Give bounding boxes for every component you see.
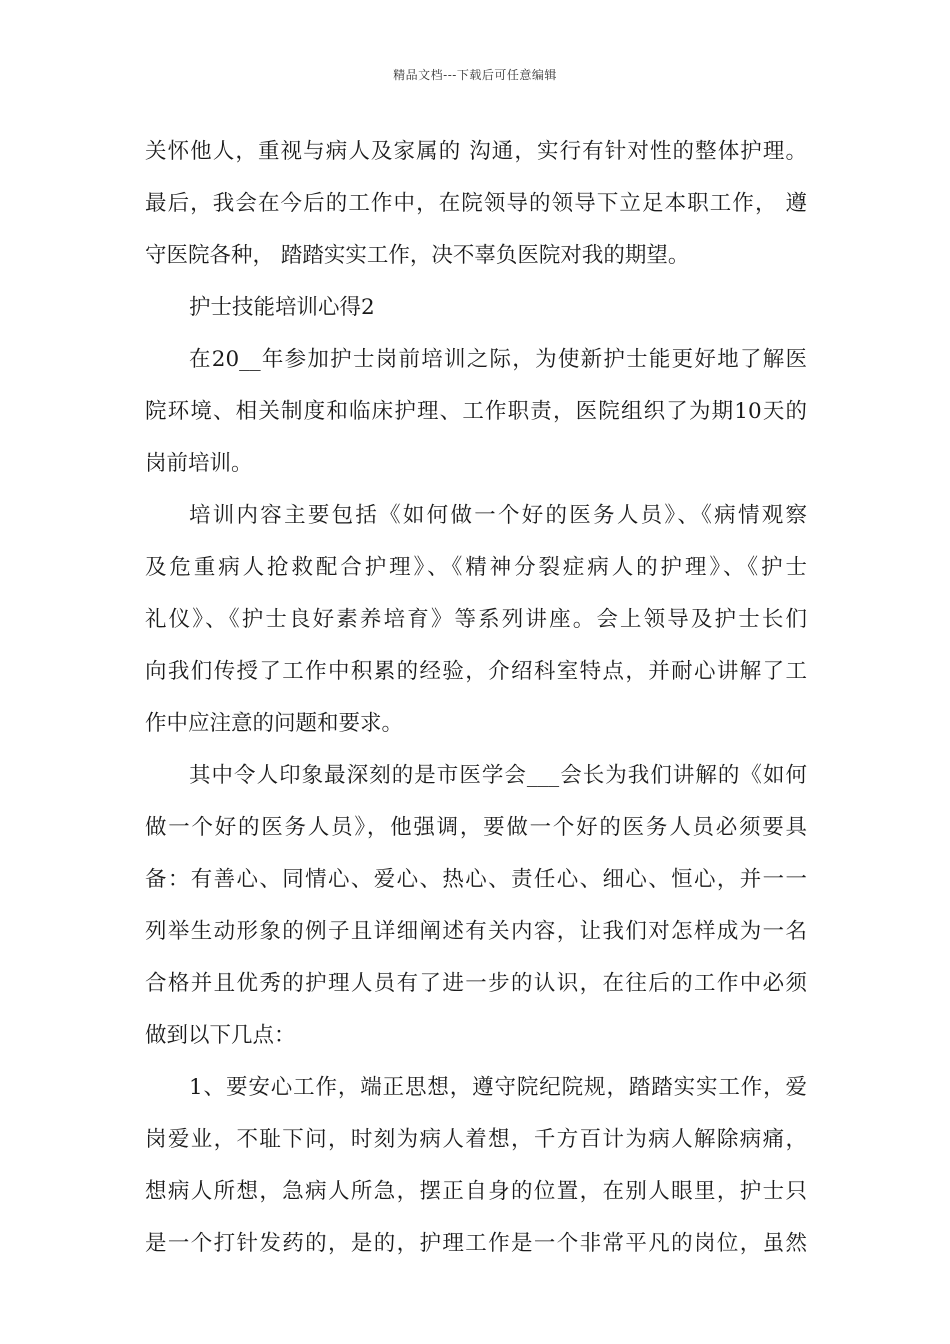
text-line: 备：有善心、同情心、爱心、热心、责任心、细心、恒心，并一一: [145, 867, 807, 892]
text-line: 守医院各种， 踏踏实实工作，决不辜负医院对我的期望。: [145, 243, 690, 268]
text-line: 作中应注意的问题和要求。: [145, 711, 404, 736]
text-line: 关怀他人，重视与病人及家属的 沟通，实行有针对性的整体护理。: [145, 139, 807, 164]
text-line: 及危重病人抢救配合护理》、《精神分裂症病人的护理》、《护士: [145, 555, 807, 580]
section-heading: 护士技能培训心得2: [189, 295, 375, 320]
text-line: 岗爱业，不耻下问，时刻为病人着想，千方百计为病人解除病痛，: [145, 1127, 807, 1152]
text-line: 培训内容主要包括《如何做一个好的医务人员》、《病情观察: [189, 503, 807, 528]
text-line: 1、要安心工作，端正思想，遵守院纪院规，踏踏实实工作，爱: [189, 1075, 807, 1100]
text-line: 做到以下几点：: [145, 1023, 296, 1048]
page-header: 精品文档---下载后可任意编辑: [393, 68, 557, 82]
text-line: 列举生动形象的例子且详细阐述有关内容，让我们对怎样成为一名: [145, 919, 807, 944]
text-line: 岗前培训。: [145, 451, 253, 476]
text-line: 向我们传授了工作中积累的经验，介绍科室特点，并耐心讲解了工: [145, 659, 807, 684]
text-line: 最后，我会在今后的工作中，在院领导的领导下立足本职工作， 遵: [145, 191, 807, 216]
text-line: 做一个好的医务人员》，他强调，要做一个好的医务人员必须要具: [145, 815, 807, 840]
text-line: 是一个打针发药的，是的，护理工作是一个非常平凡的岗位，虽然: [145, 1231, 807, 1256]
document-body: [145, 126, 807, 1270]
text-line: 礼仪》、《护士良好素养培育》等系列讲座。会上领导及护士长们: [145, 607, 807, 632]
text-line: 院环境、相关制度和临床护理、工作职责，医院组织了为期10天的: [145, 399, 807, 424]
text-line: 合格并且优秀的护理人员有了进一步的认识，在往后的工作中必须: [145, 971, 807, 996]
text-line: 其中令人印象最深刻的是市医学会___会长为我们讲解的《如何: [189, 763, 807, 788]
text-line: 在20__年参加护士岗前培训之际，为使新护士能更好地了解医: [189, 347, 807, 372]
text-line: 想病人所想，急病人所急，摆正自身的位置，在别人眼里，护士只: [145, 1179, 807, 1204]
